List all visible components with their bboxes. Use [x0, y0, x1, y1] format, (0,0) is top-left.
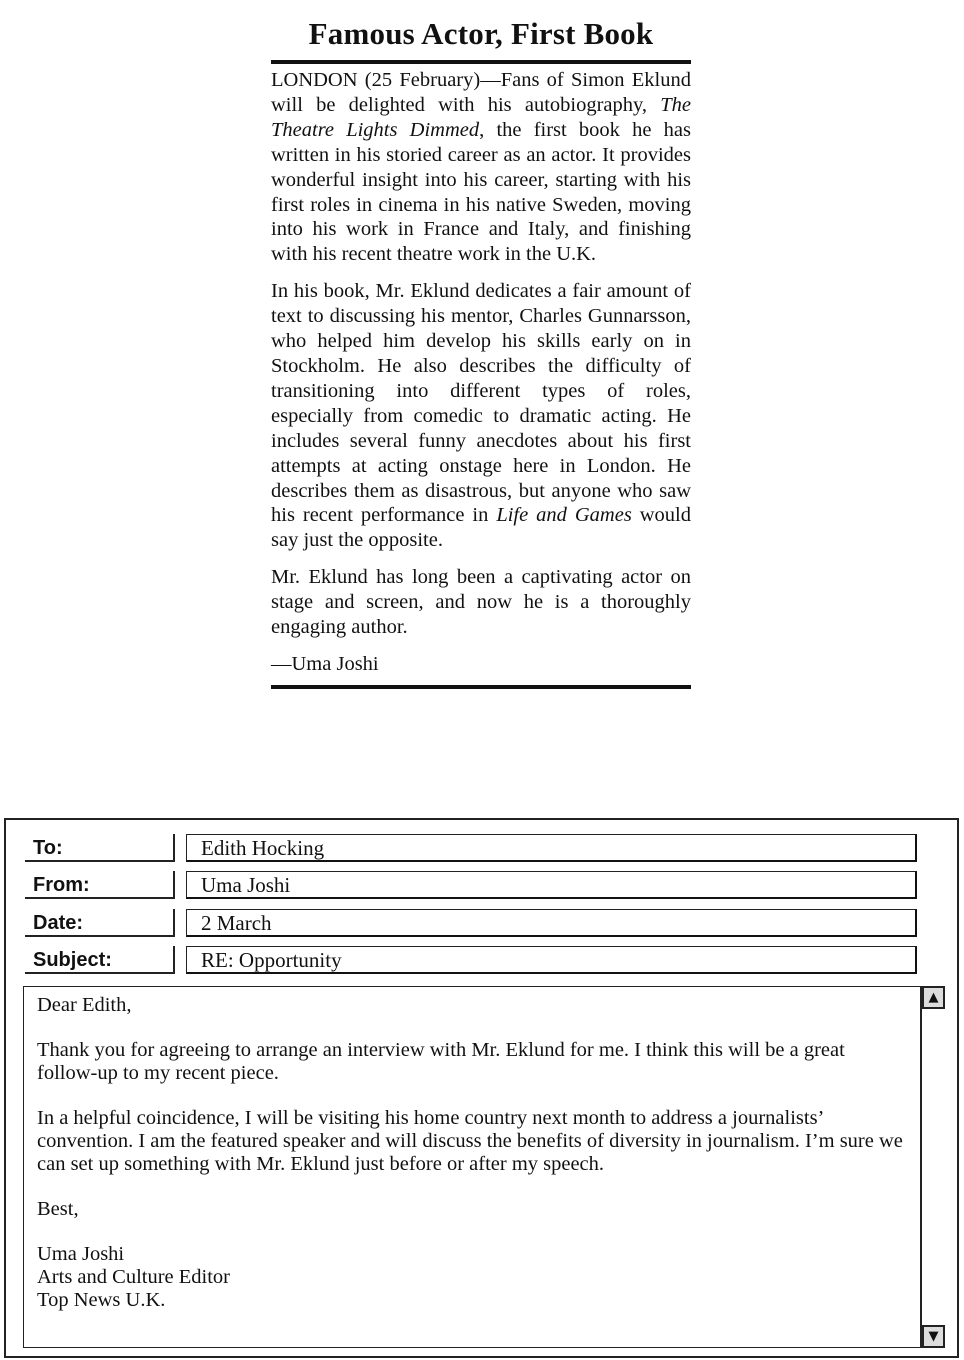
- paragraph-text: In his book, Mr. Eklund dedicates a fair amount of text to discussing his mentor, Charles Gunnarsson, who helped him develop his skills early on in Stockholm. He also describes the difficulty of transitioning into different types of roles, especially from comedic to dramatic acting. He includes several funny anecdotes about his first attempts at acting onstage here in London. He describes them as disastrous, but anyone who saw his recent performance in: [271, 280, 691, 527]
- signature-name: Uma Joshi: [37, 1243, 125, 1265]
- from-field[interactable]: Uma Joshi: [186, 871, 917, 899]
- subject-label: Subject:: [25, 946, 175, 974]
- article-byline: —Uma Joshi: [271, 652, 379, 675]
- to-label: To:: [25, 834, 175, 862]
- article-paragraph-2: [271, 279, 691, 553]
- email-closing: Best,: [37, 1198, 79, 1220]
- title-rule: [271, 60, 691, 64]
- subject-field[interactable]: RE: Opportunity: [186, 946, 917, 974]
- email-body[interactable]: [23, 986, 921, 1348]
- paragraph-text: LONDON (25 February)—Fans of Simon Eklund will be delighted with his autobiography,: [271, 69, 691, 116]
- book-title: The Theatre Lights Dimmed: [271, 93, 691, 141]
- email-paragraph-1: Thank you for agreeing to arrange an interview with Mr. Eklund for me. I think this will be a great follow-up to my recent piece.: [37, 1039, 845, 1084]
- header-row-to: [25, 834, 920, 864]
- paragraph-text: would say just the opposite.: [271, 504, 691, 552]
- article-title: Famous Actor, First Book: [308, 16, 654, 51]
- article-paragraph-3: Mr. Eklund has long been a captivating actor on stage and screen, and now he is a thoroughly engaging author.: [271, 566, 691, 639]
- paragraph-text: , the first book he has written in his storied career as an actor. It provides wonderful insight into his career, starting with his first roles in cinema in his native Sweden, moving into his work in France and Italy, and finishing with his recent theatre work in the U.K.: [271, 118, 691, 266]
- header-row-from: [25, 871, 920, 901]
- from-label: From:: [25, 871, 175, 899]
- bottom-rule: [271, 685, 691, 689]
- email-paragraph-2: In a helpful coincidence, I will be visiting his home country next month to address a journalists’ convention. I am the featured speaker and will discuss the benefits of diversity in journalism. I’m sure we can set up something with Mr. Eklund just before or after my speech.: [37, 1107, 903, 1175]
- signature-organization: Top News U.K.: [37, 1289, 166, 1311]
- article: [271, 8, 691, 689]
- signature-title: Arts and Culture Editor: [37, 1266, 231, 1288]
- arrow-up-icon: ▲: [928, 990, 939, 1005]
- date-label: Date:: [25, 909, 175, 937]
- arrow-down-icon: ▼: [928, 1329, 939, 1344]
- scroll-down-button[interactable]: [922, 1325, 945, 1348]
- article-paragraph-1: [271, 68, 691, 267]
- work-title: Life and Games: [496, 504, 632, 527]
- to-field[interactable]: Edith Hocking: [186, 834, 917, 862]
- header-row-date: [25, 909, 920, 939]
- header-row-subject: [25, 946, 920, 976]
- email-window: [4, 818, 959, 1358]
- vertical-scrollbar[interactable]: [920, 986, 945, 1348]
- email-greeting: Dear Edith,: [37, 994, 132, 1016]
- scroll-up-button[interactable]: [922, 986, 945, 1009]
- date-field[interactable]: 2 March: [186, 909, 917, 937]
